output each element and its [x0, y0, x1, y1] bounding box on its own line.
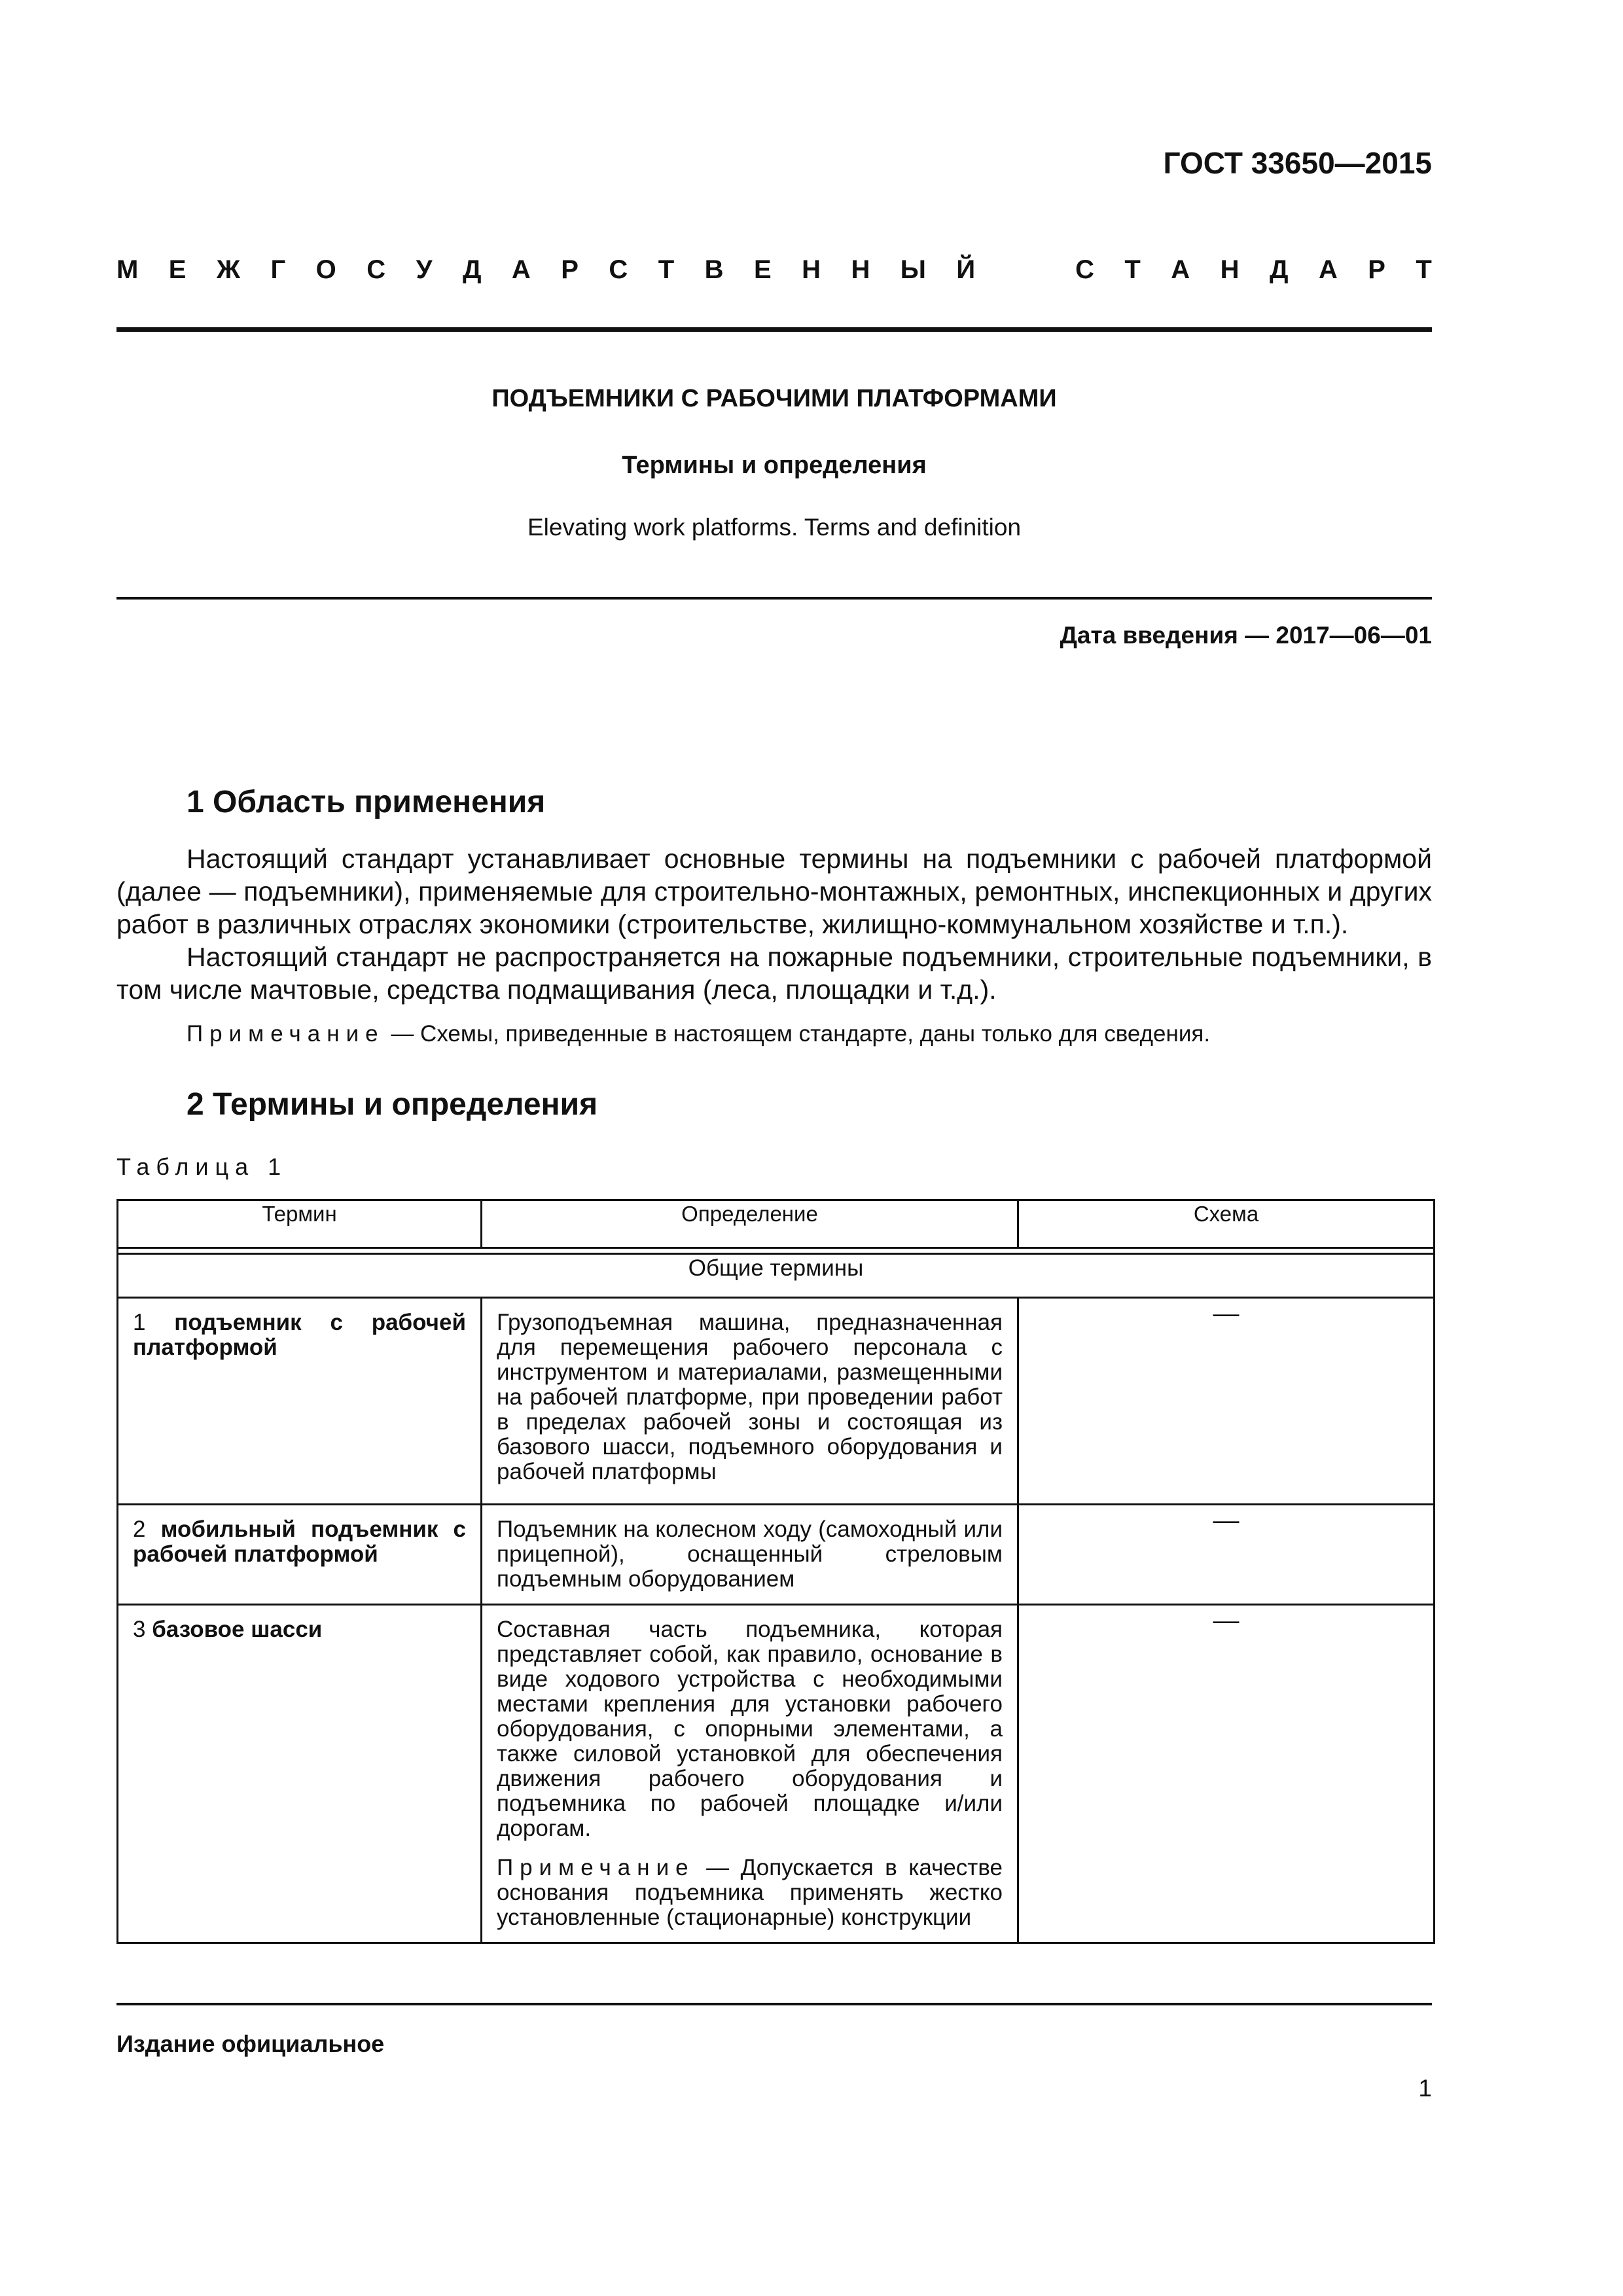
banner-letter: Е: [168, 255, 187, 284]
page-number: 1: [1418, 2075, 1432, 2102]
banner-letter: Н: [1220, 255, 1240, 284]
banner-letter: В: [704, 255, 724, 284]
banner-letter: С: [1075, 255, 1094, 284]
table-group-row: [118, 1254, 1435, 1298]
banner-letter: Е: [753, 255, 772, 284]
banner-letter: А: [511, 255, 531, 284]
term-name: мобильный подъемник с рабочей платформой: [133, 1516, 466, 1567]
footer-rule: [116, 2003, 1432, 2005]
term-cell: [118, 1505, 482, 1605]
banner-letter: Н: [851, 255, 870, 284]
banner-letter: А: [1318, 255, 1338, 284]
banner-letter: Ж: [216, 255, 241, 284]
banner-letter: Г: [270, 255, 286, 284]
banner-letter: С: [609, 255, 628, 284]
banner-letter: Ы: [900, 255, 926, 284]
table-row: [118, 1298, 1435, 1505]
official-edition: Издание официальное: [116, 2030, 385, 2057]
definition-cell: Подъемник на колесном ходу (самоходный или прицепной), оснащенный стреловым подъемным оборудованием: [482, 1505, 1018, 1605]
definition-text: Составная часть подъемника, которая представляет собой, как правило, основание в виде ходового устройства с необходимыми местами крепления для установки рабочего оборудования, с опорными элементами, а также силовой установкой для обеспечения движения рабочего оборудования и подъемника по рабочей площадке и/или дорогам.: [497, 1617, 1003, 1841]
banner-letter: Т: [1416, 255, 1432, 284]
document-subtitle: Термины и определения: [622, 452, 927, 479]
scheme-cell: —: [1018, 1298, 1435, 1505]
definition-cell: Грузоподъемная машина, предназначенная для перемещения рабочего персонала с инструментом и материалами, размещенными на рабочей платформе, при проведении работ в пределах рабочей зоны и состоящая из базового шасси, подъемного оборудования и рабочей платформы: [482, 1298, 1018, 1505]
banner-letter: Р: [561, 255, 579, 284]
banner-letter: Д: [1269, 255, 1289, 284]
title-rule: [116, 597, 1432, 600]
banner-letter: А: [1171, 255, 1190, 284]
banner-letter: Т: [658, 255, 675, 284]
term-number: 2: [133, 1516, 161, 1542]
term-name: подъемник с рабочей платформой: [133, 1310, 466, 1360]
banner-letter: Й: [956, 255, 976, 284]
term-name: базовое шасси: [152, 1617, 323, 1642]
scope-paragraph-2: Настоящий стандарт не распространяется на пожарные подъемники, строительные подъемники, в том числе мачтовые, средства подмащивания (леса, площадки и т.д.).: [116, 942, 1432, 1005]
banner-letter: М: [116, 255, 139, 284]
table-header-row: [118, 1200, 1435, 1248]
column-header-definition: Определение: [482, 1200, 1018, 1248]
interstate-standard-banner: [116, 255, 1432, 285]
column-header-term: Термин: [118, 1200, 482, 1248]
standard-id: ГОСТ 33650—2015: [1163, 146, 1432, 180]
section-2-heading: 2 Термины и определения: [187, 1087, 598, 1122]
term-number: 1: [133, 1310, 175, 1335]
definition-note: [497, 1856, 1003, 1930]
header-rule: [116, 327, 1432, 332]
column-header-scheme: Схема: [1018, 1200, 1435, 1248]
note-label: Примечание: [497, 1855, 695, 1880]
table-label: Таблица 1: [116, 1153, 288, 1180]
note-label: Примечание: [187, 1021, 385, 1047]
banner-letter: Н: [802, 255, 821, 284]
banner-letter: О: [315, 255, 336, 284]
document-title: ПОДЪЕМНИКИ С РАБОЧИМИ ПЛАТФОРМАМИ: [491, 385, 1057, 412]
header-separator: [118, 1248, 1435, 1254]
section-1-heading: 1 Область применения: [187, 785, 546, 819]
english-title: Elevating work platforms. Terms and definition: [527, 514, 1022, 541]
definition-cell: [482, 1605, 1018, 1943]
introduction-date: Дата введения — 2017—06—01: [1060, 622, 1432, 649]
scheme-cell: —: [1018, 1505, 1435, 1605]
banner-letter: Д: [462, 255, 482, 284]
group-general-terms: Общие термины: [118, 1254, 1435, 1298]
table-row: [118, 1505, 1435, 1605]
term-number: 3: [133, 1617, 152, 1642]
banner-letter: У: [416, 255, 433, 284]
note-text: — Допускается в качестве основания подъемника применять жестко установленные (стационарные) конструкции: [497, 1855, 1003, 1930]
table-row: [118, 1605, 1435, 1943]
terms-table: [116, 1199, 1435, 1944]
banner-letter: Р: [1368, 255, 1385, 284]
banner-word-gap: [1006, 255, 1045, 285]
scope-note: [187, 1021, 1210, 1047]
scheme-cell: —: [1018, 1605, 1435, 1943]
banner-letter: Т: [1124, 255, 1141, 284]
term-cell: [118, 1298, 482, 1505]
note-text: — Схемы, приведенные в настоящем стандарте, даны только для сведения.: [384, 1021, 1211, 1047]
term-cell: [118, 1605, 482, 1943]
banner-letter: С: [366, 255, 386, 284]
scope-paragraph-1: Настоящий стандарт устанавливает основные термины на подъемники с рабочей платформой (далее — подъемники), применяемые для строительно-монтажных, ремонтных, инспекционных и других работ в различных отраслях экономики (строительстве, жилищно-коммунальном хозяйстве и т.п.).: [116, 844, 1432, 939]
